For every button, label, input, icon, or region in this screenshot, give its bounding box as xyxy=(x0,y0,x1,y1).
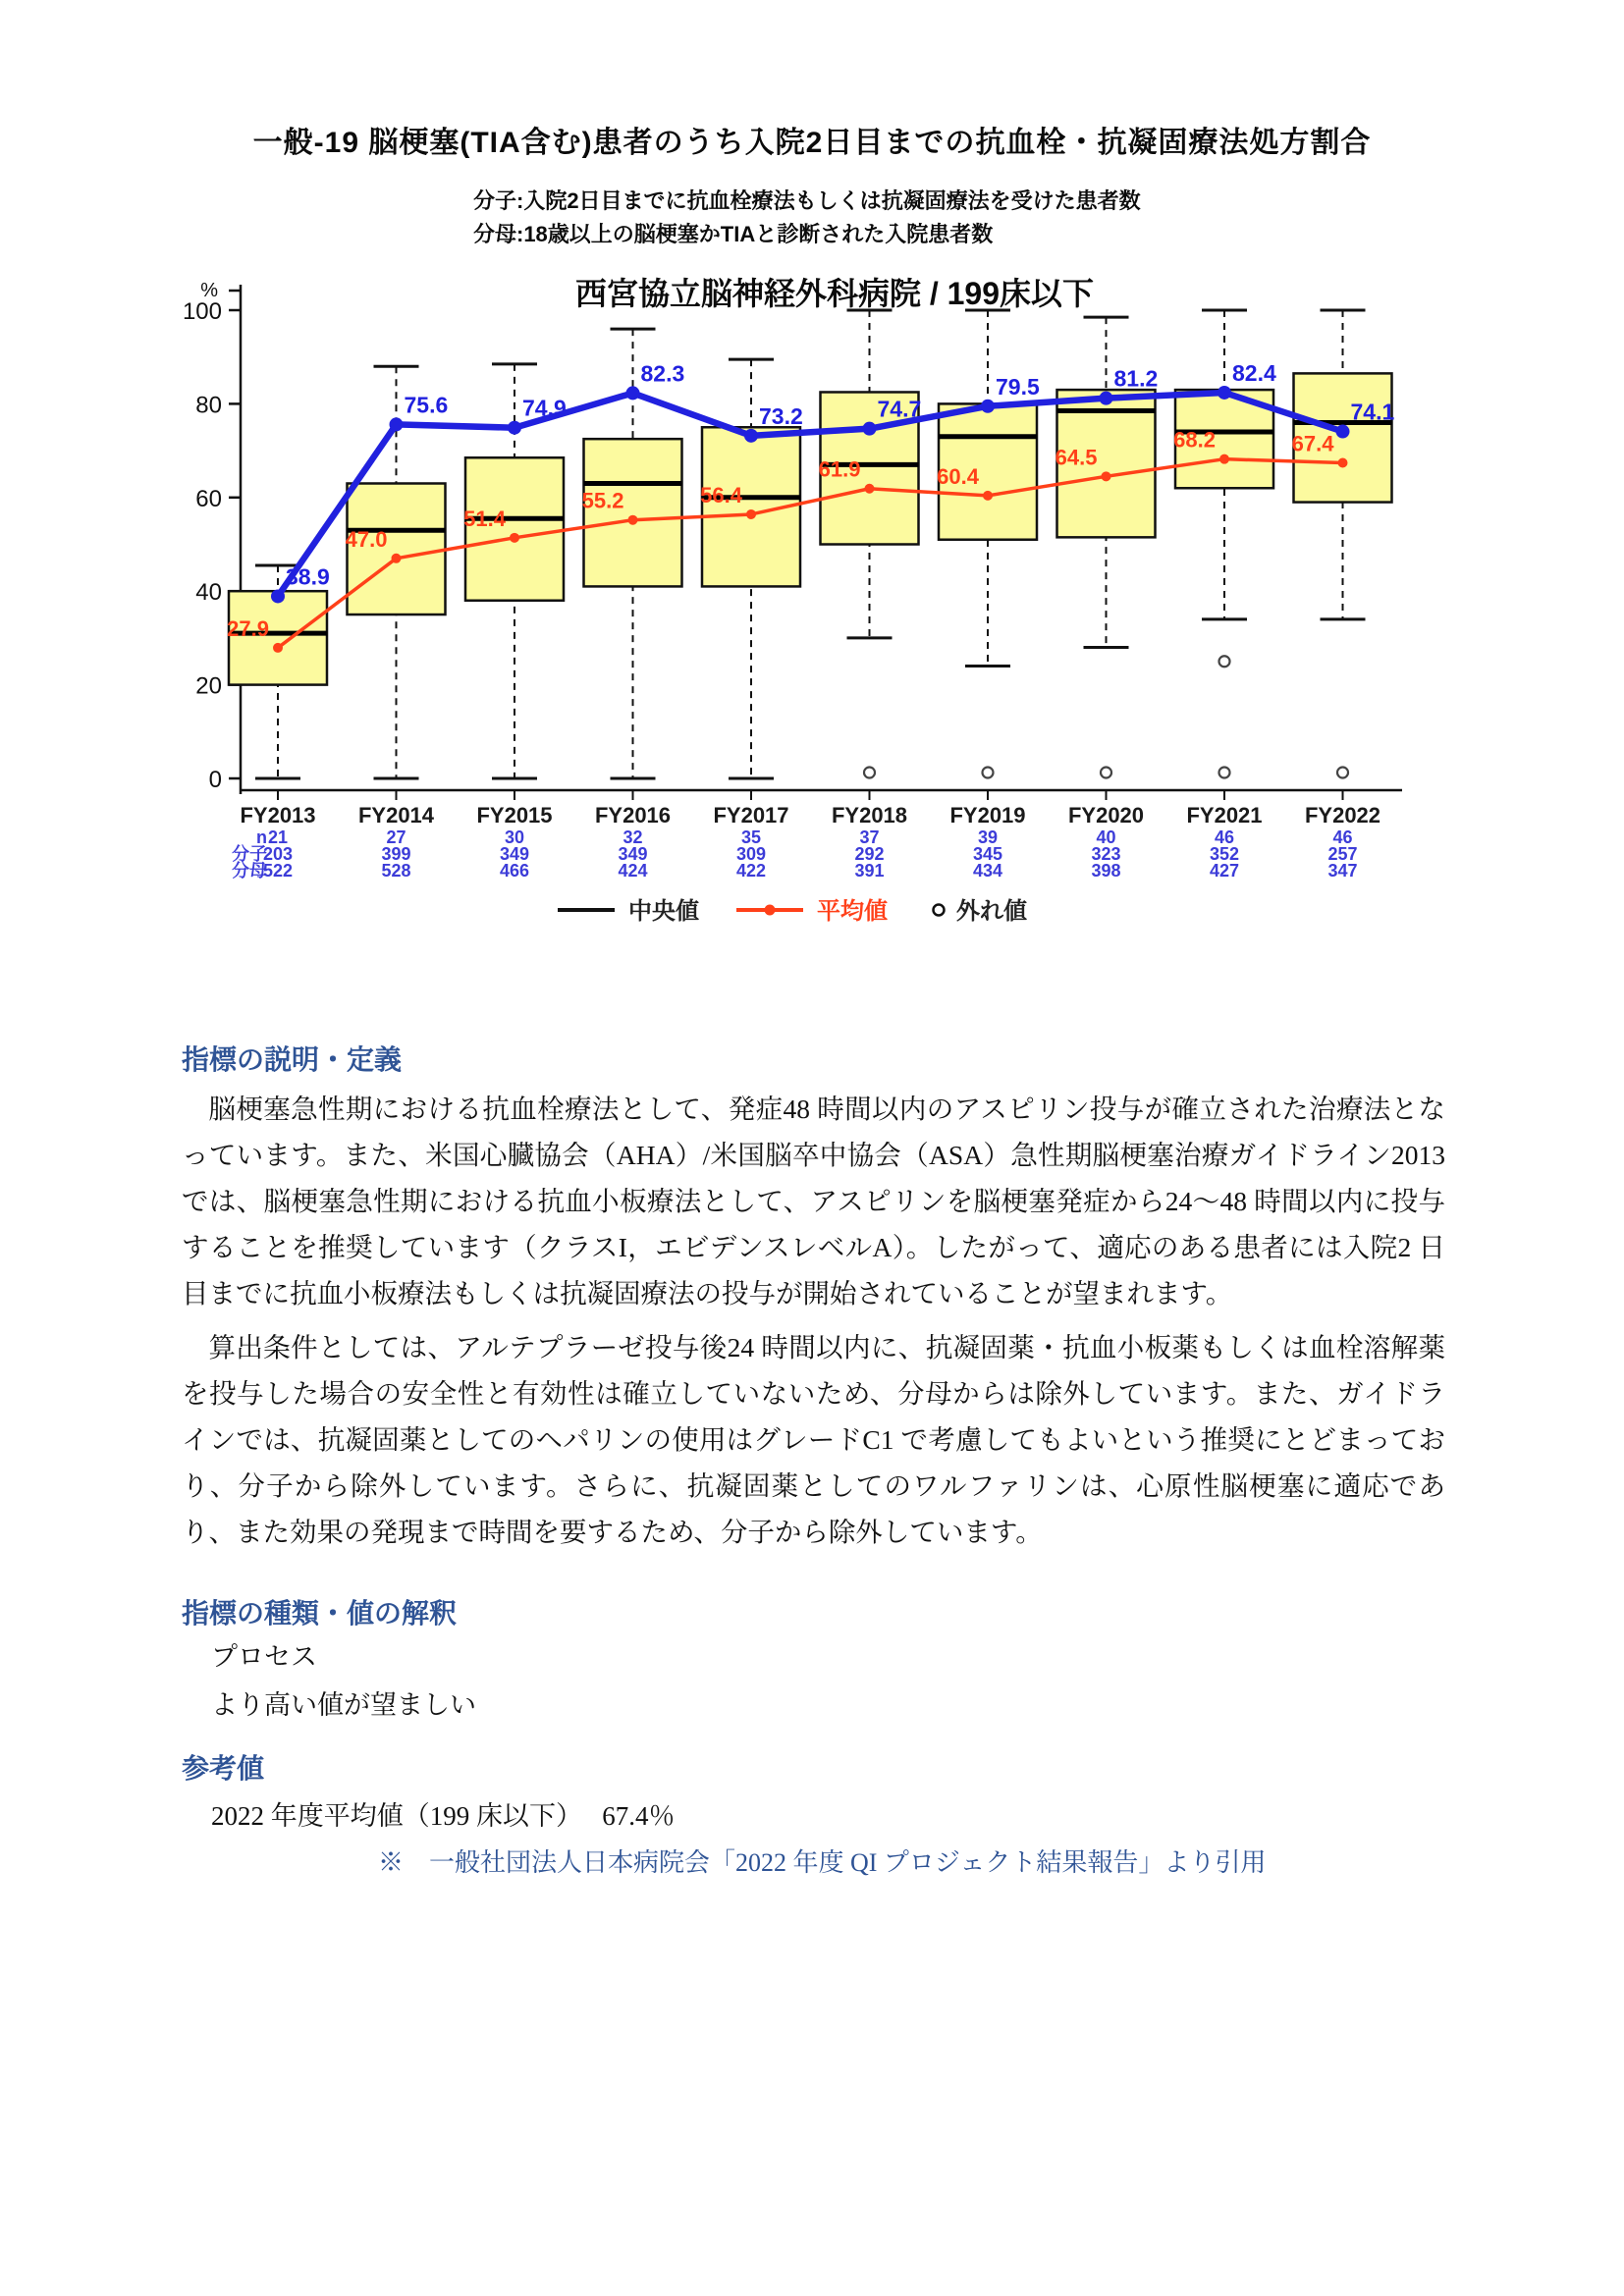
outlier-marker xyxy=(864,768,875,778)
hospital-line-value-label: 73.2 xyxy=(759,402,803,429)
counts-value: 422 xyxy=(735,861,767,881)
mean-line-value-label: 27.9 xyxy=(227,615,269,641)
reference-average-value: 2022 年度平均値（199 床以下） 67.4％ xyxy=(211,1801,676,1831)
denominator-note: 分母:18歳以上の脳梗塞かTIAと診断された入院患者数 xyxy=(473,222,994,246)
mean-line-value-label: 60.4 xyxy=(937,463,979,489)
counts-value: 391 xyxy=(854,861,885,881)
outlier-marker xyxy=(1219,656,1230,667)
counts-value: 203 xyxy=(262,844,294,864)
svg-text:80: 80 xyxy=(195,392,222,419)
outlier-marker xyxy=(1337,768,1348,778)
counts-value: 32 xyxy=(623,828,643,847)
section-heading-definition: 指標の説明・定義 xyxy=(182,1044,403,1075)
counts-value: 292 xyxy=(854,844,885,864)
hospital-line-value-label: 75.6 xyxy=(404,392,449,418)
x-tick-label: FY2019 xyxy=(949,803,1026,828)
mean-line-value-label: 56.4 xyxy=(700,482,742,507)
indicator-interpretation-item: より高い値が望ましい xyxy=(211,1690,476,1720)
indicator-formula-note xyxy=(473,185,1141,251)
chart-legend xyxy=(558,898,1027,925)
hospital-line-marker xyxy=(1336,425,1350,439)
mean-line-value-label: 47.0 xyxy=(345,526,388,552)
counts-value: 30 xyxy=(504,828,525,847)
section-indicator-type xyxy=(182,1592,1445,1728)
boxplot-chart xyxy=(147,257,1473,944)
hospital-line-value-label: 74.9 xyxy=(522,395,567,421)
counts-value: 37 xyxy=(859,828,880,847)
x-tick-label: FY2017 xyxy=(713,803,789,828)
mean-line-value-label: 61.9 xyxy=(818,456,861,482)
counts-value: 35 xyxy=(740,828,762,847)
counts-value: 466 xyxy=(499,861,530,881)
chart-title: 西宮協立脳神経外科病院 / 199床以下 xyxy=(574,276,1095,311)
counts-row-label: 分子 xyxy=(232,844,267,864)
hospital-line-marker xyxy=(863,422,877,436)
counts-value: 349 xyxy=(618,844,648,864)
section-reference-value xyxy=(182,1747,1445,1884)
counts-value: 257 xyxy=(1327,844,1358,864)
x-axis xyxy=(240,790,1402,828)
legend-median-label: 中央値 xyxy=(628,898,699,925)
hospital-line-value-label: 79.5 xyxy=(996,373,1040,400)
section-definition xyxy=(182,1039,1445,1555)
counts-row-label: n xyxy=(256,828,267,847)
hospital-line-marker xyxy=(508,421,521,435)
hospital-line-value-label: 38.9 xyxy=(286,563,330,590)
x-tick-label: FY2013 xyxy=(240,803,316,828)
counts-value: 427 xyxy=(1209,861,1240,881)
mean-line-marker xyxy=(865,484,875,494)
mean-line-value-label: 51.4 xyxy=(463,506,506,531)
x-tick-label: FY2016 xyxy=(594,803,672,828)
legend-outlier-swatch xyxy=(934,905,945,916)
counts-table xyxy=(232,828,1358,881)
counts-value: 398 xyxy=(1091,861,1121,881)
mean-line-value-label: 64.5 xyxy=(1055,445,1098,470)
counts-value: 399 xyxy=(381,844,411,864)
mean-line-marker xyxy=(1102,471,1111,481)
definition-paragraph-1: 脳梗塞急性期における抗血栓療法として、発症48 時間以内のアスピリン投与が確立された治療法となっています。また、米国心臓協会（AHA）/米国脳卒中協会（ASA）急性期脳梗塞治療ガイドライン2013 では、脳梗塞急性期における抗血小板療法として、アスピリンを脳梗塞発症から24～48 時間以内に投与することを推奨しています（クラスI，エビデンスレベルA）。したがって、適応のある患者には入院2 日目までに抗血小板療法もしくは抗凝固療法の投与が開始されていることが望まれます。 xyxy=(182,1094,1445,1308)
x-tick-label: FY2020 xyxy=(1067,803,1145,828)
page-title: 一般-19 脳梗塞(TIA含む)患者のうち入院2日目までの抗血栓・抗凝固療法処方割合 xyxy=(252,127,1372,159)
hospital-line-marker xyxy=(981,400,995,413)
hospital-line-marker xyxy=(626,386,640,400)
x-tick-label: FY2014 xyxy=(357,803,435,828)
section-heading-type: 指標の種類・値の解釈 xyxy=(182,1598,458,1629)
mean-line-marker xyxy=(746,509,756,519)
hospital-line-marker xyxy=(1218,386,1231,400)
counts-value: 347 xyxy=(1327,861,1358,881)
counts-value: 21 xyxy=(267,828,289,847)
mean-line-value-label: 67.4 xyxy=(1291,431,1334,456)
outlier-marker xyxy=(983,768,994,778)
mean-line-marker xyxy=(273,643,283,653)
counts-value: 27 xyxy=(386,828,406,847)
hospital-line-value-label: 82.3 xyxy=(640,360,685,387)
counts-value: 40 xyxy=(1096,828,1116,847)
counts-value: 528 xyxy=(381,861,411,881)
legend-mean-label: 平均値 xyxy=(817,898,888,925)
legend-outlier-label: 外れ値 xyxy=(956,898,1027,925)
mean-line-value-label: 55.2 xyxy=(581,488,624,513)
box-group-FY2022 xyxy=(1291,310,1392,778)
counts-value: 349 xyxy=(499,844,530,864)
mean-line-marker xyxy=(510,533,519,543)
x-tick-label: FY2021 xyxy=(1186,803,1263,828)
hospital-line-marker xyxy=(1100,392,1113,405)
mean-line-marker xyxy=(1338,458,1348,468)
svg-text:20: 20 xyxy=(195,672,222,700)
hospital-line-value-label: 82.4 xyxy=(1232,359,1276,386)
definition-paragraph-2: 算出条件としては、アルテプラーゼ投与後24 時間以内に、抗凝固薬・抗血小板薬もしくは血栓溶解薬を投与した場合の安全性と有効性は確立していないため、分母からは除外しています。また、ガイドラインでは、抗凝固薬としてのヘパリンの使用はグレードC1 で考慮してもよいという推奨にとどまっており、分子から除外しています。さらに、抗凝固薬としてのワルファリンは、心原性脳梗塞に適応であり、また効果の発現まで時間を要するため、分子から除外しています。 xyxy=(182,1332,1445,1547)
numerator-note: 分子:入院2日目までに抗血栓療法もしくは抗凝固療法を受けた患者数 xyxy=(473,188,1141,213)
mean-line-marker xyxy=(983,491,993,501)
hospital-line-marker xyxy=(744,429,758,443)
hospital-line-marker xyxy=(390,417,404,431)
x-tick-label: FY2015 xyxy=(476,803,553,828)
mean-line-marker xyxy=(392,554,402,563)
svg-text:40: 40 xyxy=(195,579,222,607)
box-group-FY2018 xyxy=(818,310,919,778)
counts-value: 323 xyxy=(1091,844,1121,864)
svg-text:0: 0 xyxy=(208,767,222,793)
y-axis-unit-label: % xyxy=(200,280,218,301)
hospital-line-value-label: 74.7 xyxy=(877,396,922,422)
indicator-type-item: プロセス xyxy=(211,1642,317,1672)
x-tick-label: FY2018 xyxy=(831,803,908,828)
section-heading-reference: 参考値 xyxy=(182,1753,265,1784)
mean-line-marker xyxy=(1219,454,1229,464)
outlier-marker xyxy=(1219,768,1230,778)
counts-value: 46 xyxy=(1214,828,1235,847)
reference-citation: ※ 一般社団法人日本病院会「2022 年度 QI プロジェクト結果報告」より引用 xyxy=(378,1848,1267,1877)
counts-value: 352 xyxy=(1209,844,1240,864)
svg-text:100: 100 xyxy=(182,298,222,325)
counts-value: 424 xyxy=(618,861,648,881)
hospital-line-marker xyxy=(271,589,285,603)
counts-row-label: 分母 xyxy=(232,861,267,881)
hospital-line-value-label: 81.2 xyxy=(1113,365,1159,392)
mean-line-marker xyxy=(628,515,638,525)
counts-value: 345 xyxy=(972,844,1003,864)
outlier-marker xyxy=(1101,768,1111,778)
svg-text:60: 60 xyxy=(195,485,222,512)
mean-line-value-label: 68.2 xyxy=(1173,427,1216,453)
counts-value: 46 xyxy=(1332,828,1353,847)
counts-value: 309 xyxy=(735,844,767,864)
y-axis xyxy=(183,280,241,794)
x-tick-label: FY2022 xyxy=(1304,803,1381,828)
counts-value: 522 xyxy=(262,861,294,881)
boxplot-chart-figure xyxy=(147,257,1473,944)
hospital-line-value-label: 74.1 xyxy=(1350,399,1395,425)
counts-value: 434 xyxy=(972,861,1003,881)
counts-value: 39 xyxy=(977,828,999,847)
